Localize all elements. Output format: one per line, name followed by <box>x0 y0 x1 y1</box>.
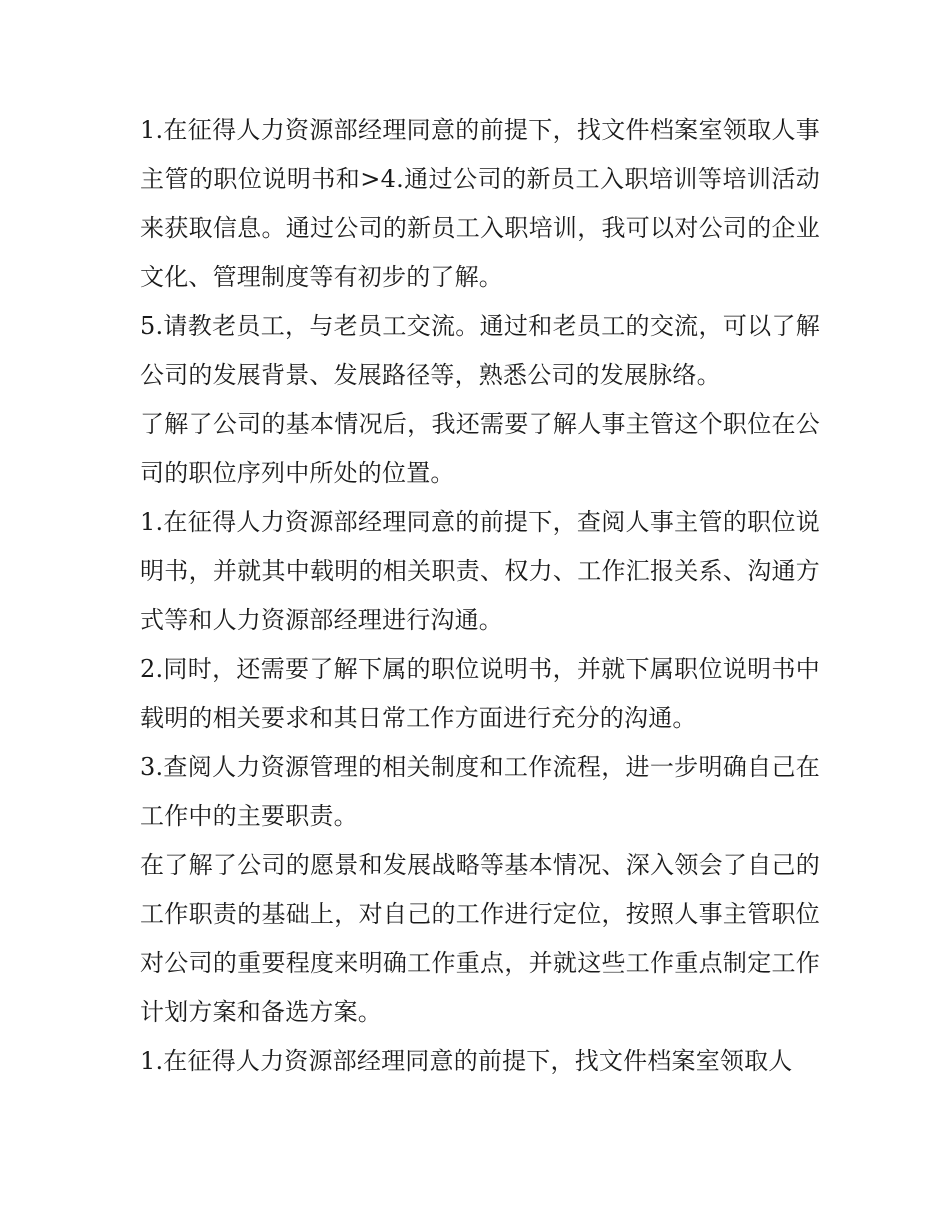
paragraph-3: 了解了公司的基本情况后，我还需要了解人事主管这个职位在公司的职位序列中所处的位置。 <box>140 410 820 487</box>
paragraph-4: 1.在征得人力资源部经理同意的前提下，查阅人事主管的职位说明书，并就其中载明的相关职责、权力、工作汇报关系、沟通方式等和人力资源部经理进行沟通。 <box>140 508 820 634</box>
paragraph-5: 2.同时，还需要了解下属的职位说明书，并就下属职位说明书中载明的相关要求和其日常工作方面进行充分的沟通。 <box>140 655 820 732</box>
document-body <box>140 106 820 1086</box>
paragraph-8: 1.在征得人力资源部经理同意的前提下，找文件档案室领取人 <box>140 1047 793 1075</box>
paragraph-1: 1.在征得人力资源部经理同意的前提下，找文件档案室领取人事主管的职位说明书和>4.通过公司的新员工入职培训等培训活动来获取信息。通过公司的新员工入职培训，我可以对公司的企业文化、管理制度等有初步的了解。 <box>140 116 820 291</box>
paragraph-6: 3.查阅人力资源管理的相关制度和工作流程，进一步明确自己在工作中的主要职责。 <box>140 753 820 830</box>
paragraph-7: 在了解了公司的愿景和发展战略等基本情况、深入领会了自己的工作职责的基础上，对自己的工作进行定位，按照人事主管职位对公司的重要程度来明确工作重点，并就这些工作重点制定工作计划方案和备选方案。 <box>140 851 820 1026</box>
paragraph-2: 5.请教老员工，与老员工交流。通过和老员工的交流，可以了解公司的发展背景、发展路径等，熟悉公司的发展脉络。 <box>140 312 820 389</box>
